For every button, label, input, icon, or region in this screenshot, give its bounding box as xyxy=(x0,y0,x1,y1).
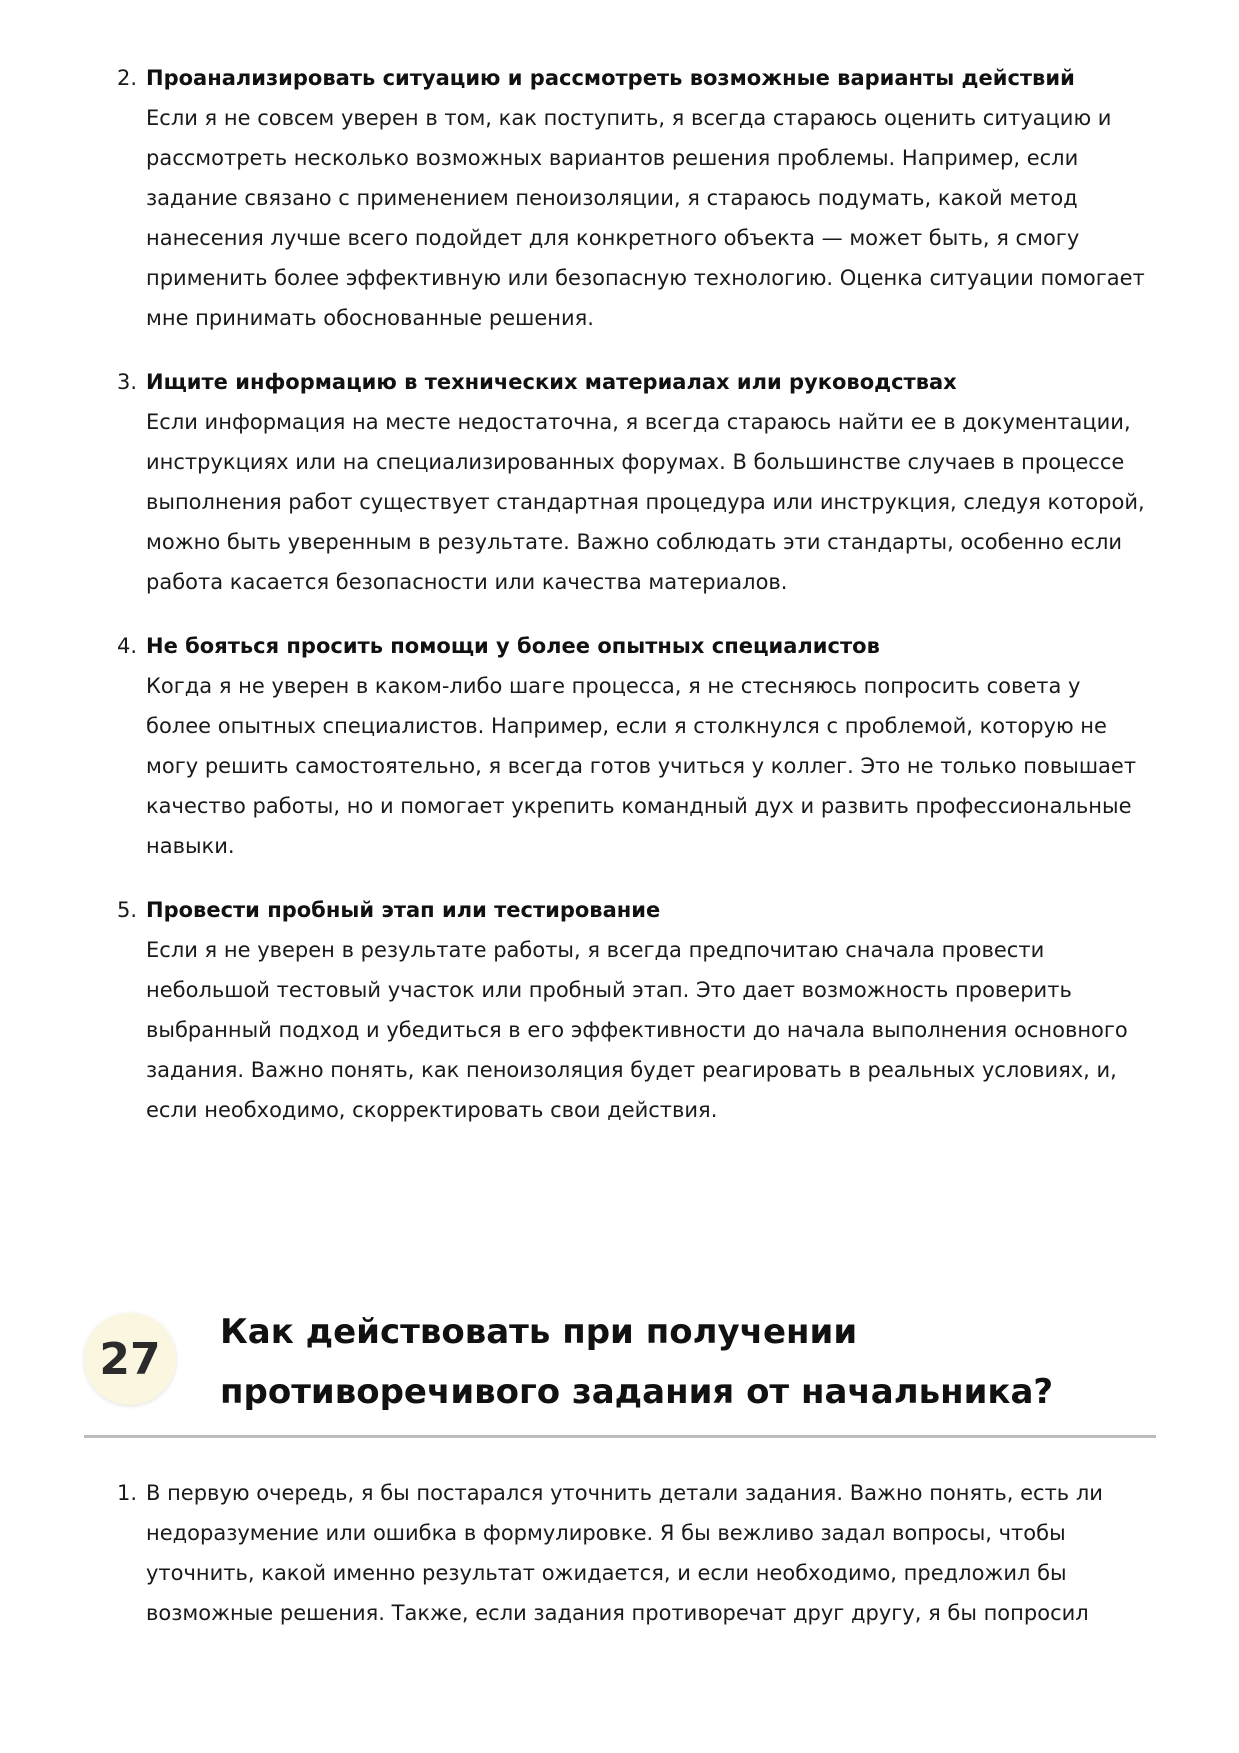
list-item xyxy=(0,626,1239,866)
answer-list-27 xyxy=(0,1473,1239,1657)
list-item xyxy=(0,362,1239,602)
section-header xyxy=(84,1290,1156,1440)
list-item-title: Не бояться просить помощи у более опытных специалистов xyxy=(146,634,880,658)
list-item-number: 3. xyxy=(117,370,138,394)
list-item xyxy=(0,58,1239,338)
list-item-title: Ищите информацию в технических материалах или руководствах xyxy=(146,370,957,394)
list-item-body: Если информация на месте недостаточна, я всегда стараюсь найти ее в документации, инструкциях или на специализированных форумах. В большинстве случаев в процессе выполнения работ существует стандартная процедура или инструкция, следуя которой, можно быть уверенным в результате. Важно соблюдать эти стандарты, особенно если работа касается безопасности или качества материалов. xyxy=(146,410,1145,594)
list-item-number: 2. xyxy=(117,66,138,90)
section-title: Как действовать при получении противоречивого задания от начальника? xyxy=(220,1312,1054,1412)
list-item-title: Провести пробный этап или тестирование xyxy=(146,898,661,922)
list-item-body: Если я не уверен в результате работы, я всегда предпочитаю сначала провести небольшой тестовый участок или пробный этап. Это дает возможность проверить выбранный подход и убедиться в его эффективности до начала выполнения основного задания. Важно понять, как пеноизоляция будет реагировать в реальных условиях, и, если необходимо, скорректировать свои действия. xyxy=(146,938,1128,1122)
list-item-number: 5. xyxy=(117,898,138,922)
list-item-number: 4. xyxy=(117,634,138,658)
list-item xyxy=(0,1473,1239,1633)
section-number-badge: 27 xyxy=(84,1313,176,1405)
answer-list-26 xyxy=(0,58,1239,1154)
list-item-number: 1. xyxy=(117,1481,138,1505)
list-item-body: В первую очередь, я бы постарался уточнить детали задания. Важно понять, есть ли недоразумение или ошибка в формулировке. Я бы вежливо задал вопросы, чтобы уточнить, какой именно результат ожидается, и если необходимо, предложил бы возможные решения. Также, если задания противоречат друг другу, я бы попросил xyxy=(146,1481,1103,1625)
list-item-body: Если я не совсем уверен в том, как поступить, я всегда стараюсь оценить ситуацию и рассмотреть несколько возможных вариантов решения проблемы. Например, если задание связано с применением пеноизоляции, я стараюсь подумать, какой метод нанесения лучше всего подойдет для конкретного объекта — может быть, я смогу применить более эффективную или безопасную технологию. Оценка ситуации помогает мне принимать обоснованные решения. xyxy=(146,106,1145,330)
list-item-title: Проанализировать ситуацию и рассмотреть возможные варианты действий xyxy=(146,66,1075,90)
section-divider xyxy=(84,1435,1156,1438)
list-item-body: Когда я не уверен в каком-либо шаге процесса, я не стесняюсь попросить совета у более опытных специалистов. Например, если я столкнулся с проблемой, которую не могу решить самостоятельно, я всегда готов учиться у коллег. Это не только повышает качество работы, но и помогает укрепить командный дух и развить профессиональные навыки. xyxy=(146,674,1137,858)
list-item xyxy=(0,890,1239,1130)
